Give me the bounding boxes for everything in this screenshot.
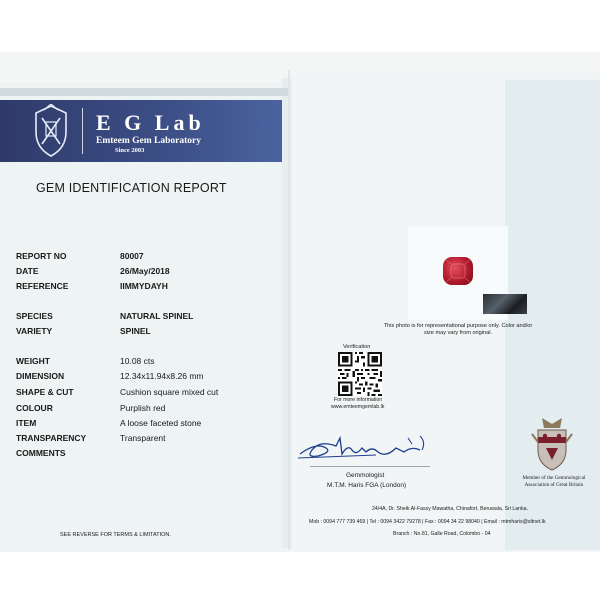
field-label: DIMENSION xyxy=(16,371,65,381)
qr-code-icon[interactable] xyxy=(338,352,382,396)
photo-disclaimer xyxy=(368,323,548,337)
field-label: SPECIES xyxy=(16,311,53,321)
field-label: COLOUR xyxy=(16,403,53,413)
field-label: VARIETY xyxy=(16,326,53,336)
field-value: 26/May/2018 xyxy=(120,266,170,276)
field-value: IIMMYDAYH xyxy=(120,281,168,291)
gemmologist-name: M.T.M. Haris FGA (London) xyxy=(327,482,407,489)
report-title: GEM IDENTIFICATION REPORT xyxy=(36,181,227,195)
lab-crest-icon xyxy=(30,104,72,158)
membership-note xyxy=(508,475,600,488)
hologram-sticker xyxy=(483,294,527,314)
gemmological-association-crest-icon xyxy=(530,414,574,472)
lab-address: 24/4A, Dr. Sheik Al-Fassy Mawatha, Chinafort, Beruwala, Sri Lanka. xyxy=(372,506,528,512)
field-label: COMMENTS xyxy=(16,448,66,458)
field-value: A loose faceted stone xyxy=(120,418,202,428)
gemmologist-signature xyxy=(296,428,436,466)
field-value: Purplish red xyxy=(120,403,166,413)
field-label: WEIGHT xyxy=(16,356,50,366)
membership-line: Association of Great Britain xyxy=(524,481,584,488)
more-info-label: For more information xyxy=(334,397,383,403)
brand-since: Since 2003 xyxy=(115,147,145,154)
disclaimer-line: size may vary from original. xyxy=(423,330,493,336)
field-value: Cushion square mixed cut xyxy=(120,387,219,397)
gem-facet-icon xyxy=(443,257,473,285)
field-value: 12.34x11.94x8.26 mm xyxy=(120,371,204,381)
terms-footnote: SEE REVERSE FOR TERMS & LIMITATION. xyxy=(60,532,171,538)
center-fold-tab xyxy=(282,78,292,548)
field-value: Transparent xyxy=(120,433,166,443)
lab-contacts: Mob : 0094 777 739 469 | Tel : 0094 3422 79278 | Fax : 0094 34 22 98040 | Email : mtmharis@sltnet.lk xyxy=(309,519,546,525)
verification-label: Verification xyxy=(343,344,371,350)
field-label: ITEM xyxy=(16,418,37,428)
field-value: NATURAL SPINEL xyxy=(120,311,194,321)
brand-name: E G Lab xyxy=(96,110,205,135)
lab-branch: Branch : No.81, Galle Road, Colombo - 04 xyxy=(393,531,491,537)
signature-line xyxy=(310,466,430,467)
field-value: 10.08 cts xyxy=(120,356,155,366)
fold-line xyxy=(288,70,290,550)
field-value: SPINEL xyxy=(120,326,151,336)
gemmologist-title: Gemmologist xyxy=(346,472,385,479)
field-label: REPORT NO xyxy=(16,251,67,261)
field-label: DATE xyxy=(16,266,39,276)
field-label: TRANSPARENCY xyxy=(16,433,87,443)
disclaimer-line: This photo is for representational purpose only. Color and/or xyxy=(383,323,533,329)
header-divider xyxy=(82,108,83,154)
field-label: SHAPE & CUT xyxy=(16,387,74,397)
brand-subtitle: Emteem Gem Laboratory xyxy=(96,136,201,146)
membership-line: Member of the Gemmological xyxy=(522,475,586,481)
field-value: 80007 xyxy=(120,251,144,261)
website-link[interactable]: www.emteemgemlab.lk xyxy=(331,404,385,410)
field-label: REFERENCE xyxy=(16,281,69,291)
top-strip xyxy=(0,88,290,96)
